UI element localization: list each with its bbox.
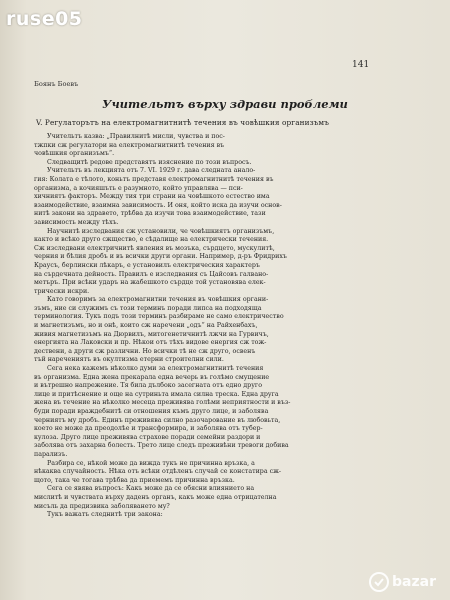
text-line: черниятъ му дробъ. Единъ преживява силно разочарование въ любовьта, [34, 416, 281, 424]
text-line: Тукъ важатъ следнитѣ три закона: [47, 511, 163, 519]
text-line: и вътрешно напрежение. Тя била дълбоко засегната отъ едно друго [34, 382, 263, 390]
text-line: на сърдечната дейность. Правилъ е изследвания съ Цайсовъ галвано- [34, 270, 269, 278]
text-line: гия: Колата е тѣлото, коньтъ представя електромагнитнитѣ течения въ [34, 175, 274, 183]
text-line: както и всѣко друго сжщество, е сѣдалище на електрически течения. [34, 236, 269, 244]
text-line: нѣкаква случайность. Нѣка отъ всѣки отдѣленъ случай се констатира сж- [34, 468, 282, 476]
text-line: щото, така че тогава трѣбва да приемемъ причинна връзка. [34, 476, 235, 484]
text-line: жена въ течение на нѣколко месеца преживява голѣми неприятности и въз- [34, 399, 291, 407]
text-line: и магнетизъмъ, но и онѣ, които сж наречени „одъ“ на Райхенбахъ, [34, 322, 258, 330]
site-logo[interactable]: ruse05 [6, 8, 83, 30]
text-line: Учительтъ въ лекцията отъ 7. VI. 1929 г. дава следната анало- [47, 167, 256, 175]
text-line: Сж изследвани електричнитѣ явления въ мозъка, сърдцето, мускулитѣ, [34, 244, 275, 252]
text-line: Сега се явява въпросъ: Какъ може да се обясни влиянието на [47, 485, 255, 493]
text-line: нитѣ закони на здравето, трѣбва да изучи това взаимодействие, тази [34, 210, 266, 218]
text-line: мисъль да предизвика заболяването му? [34, 502, 170, 510]
text-line: което не може да преодолѣе и трансформира, и заболява отъ тубер- [34, 425, 263, 433]
text-line: Научнитѣ изследвания сж установили, че човѣшкиятъ организъмъ, [47, 227, 275, 235]
text-line: човѣшкия организъмъ“. [34, 150, 115, 158]
text-line: кулоза. Друго лице преживява страхове поради семейни раздори и [34, 433, 261, 441]
text-line: хичниятъ факторъ. Между тия три страни на човѣшкото естество има [34, 193, 270, 201]
text-line: черния и бѣлия дробъ и въ всички други органи. Например, д-ръ Фридрихъ [34, 253, 287, 261]
text-line: Следващитѣ редове представятъ изяснение по този въпросъ. [47, 158, 252, 166]
text-line: взаимодействие, взаимна зависимость. И оня, който иска да изучи основ- [34, 201, 282, 209]
text-line: зависимость между тѣхъ. [34, 218, 119, 226]
text-line: трически искри. [34, 287, 90, 295]
watermark-icon [368, 571, 390, 593]
section-heading: V. Регулаторътъ на електромагнитнитѣ течения въ човѣшкия организъмъ [36, 118, 329, 127]
text-line: живия магнетизъмъ на Дюрвилъ, митогенетичнитѣ лжчи на Гурвичъ, [34, 330, 269, 338]
text-line: Краусъ, берлински лѣкаръ, е установилъ електрическия характеръ [34, 261, 260, 269]
text-line: дествени, а други сж различни. Но всички тѣ не сж друго, освенъ [34, 347, 256, 355]
body-text [34, 133, 374, 520]
text-line: тъй наречениятъ въ окултизма етерни строителни сили. [34, 356, 224, 364]
text-line: организма, а кочияшъть е разумното, който управлява — пси- [34, 184, 243, 192]
text-line: парализъ. [34, 450, 68, 458]
text-line: метъръ. При всѣки ударъ на жабешкото сърдце той установява елек- [34, 279, 266, 287]
text-line: Сега нека кажемъ нѣколко думи за електромагнитнитѣ течения [47, 365, 264, 373]
text-line: терминология. Тукъ подъ този терминъ разбираме не само електричество [34, 313, 284, 321]
text-line: мислитѣ и чувствата върху даденъ органъ, какъ може една отрицателна [34, 493, 277, 501]
text-line: Учительтъ казва: „Правилнитѣ мисли, чувства и пос- [47, 133, 225, 140]
watermark-logo: bazar [392, 574, 436, 590]
text-line: лице и притѣснение и още на сутриньта имала силна треска. Една друга [34, 390, 279, 398]
text-line: Като говоримъ за електромагнитни течения въ човѣшкия органи- [47, 296, 269, 304]
text-line: заболява отъ захарна болесть. Трето лице следъ преживѣни тревоги добива [34, 442, 289, 450]
text-line: Разбира се, нѣкой може да вижда тукъ не причинна връзка, а [47, 459, 255, 467]
text-line: зъмъ, ние си служимъ съ този терминъ поради липса на подходяща [34, 304, 262, 312]
author-name: Боянъ Боевъ [34, 80, 79, 88]
text-line: буди поради враждебнитѣ си отношения къмъ друго лице, и заболява [34, 408, 269, 415]
page-number: 141 [352, 60, 370, 70]
chapter-title: Учительтъ върху здрави проблеми [102, 97, 348, 111]
text-line: енергията на Лаковски и пр. Нѣкои отъ тѣхъ видове енергия сж тож- [34, 339, 267, 347]
text-line: въ организма. Една жена прекарала една вечерь въ голѣмо смущение [34, 373, 270, 381]
text-line: тжпки сж регулатори на електромагнитнитѣ течения въ [34, 141, 225, 149]
